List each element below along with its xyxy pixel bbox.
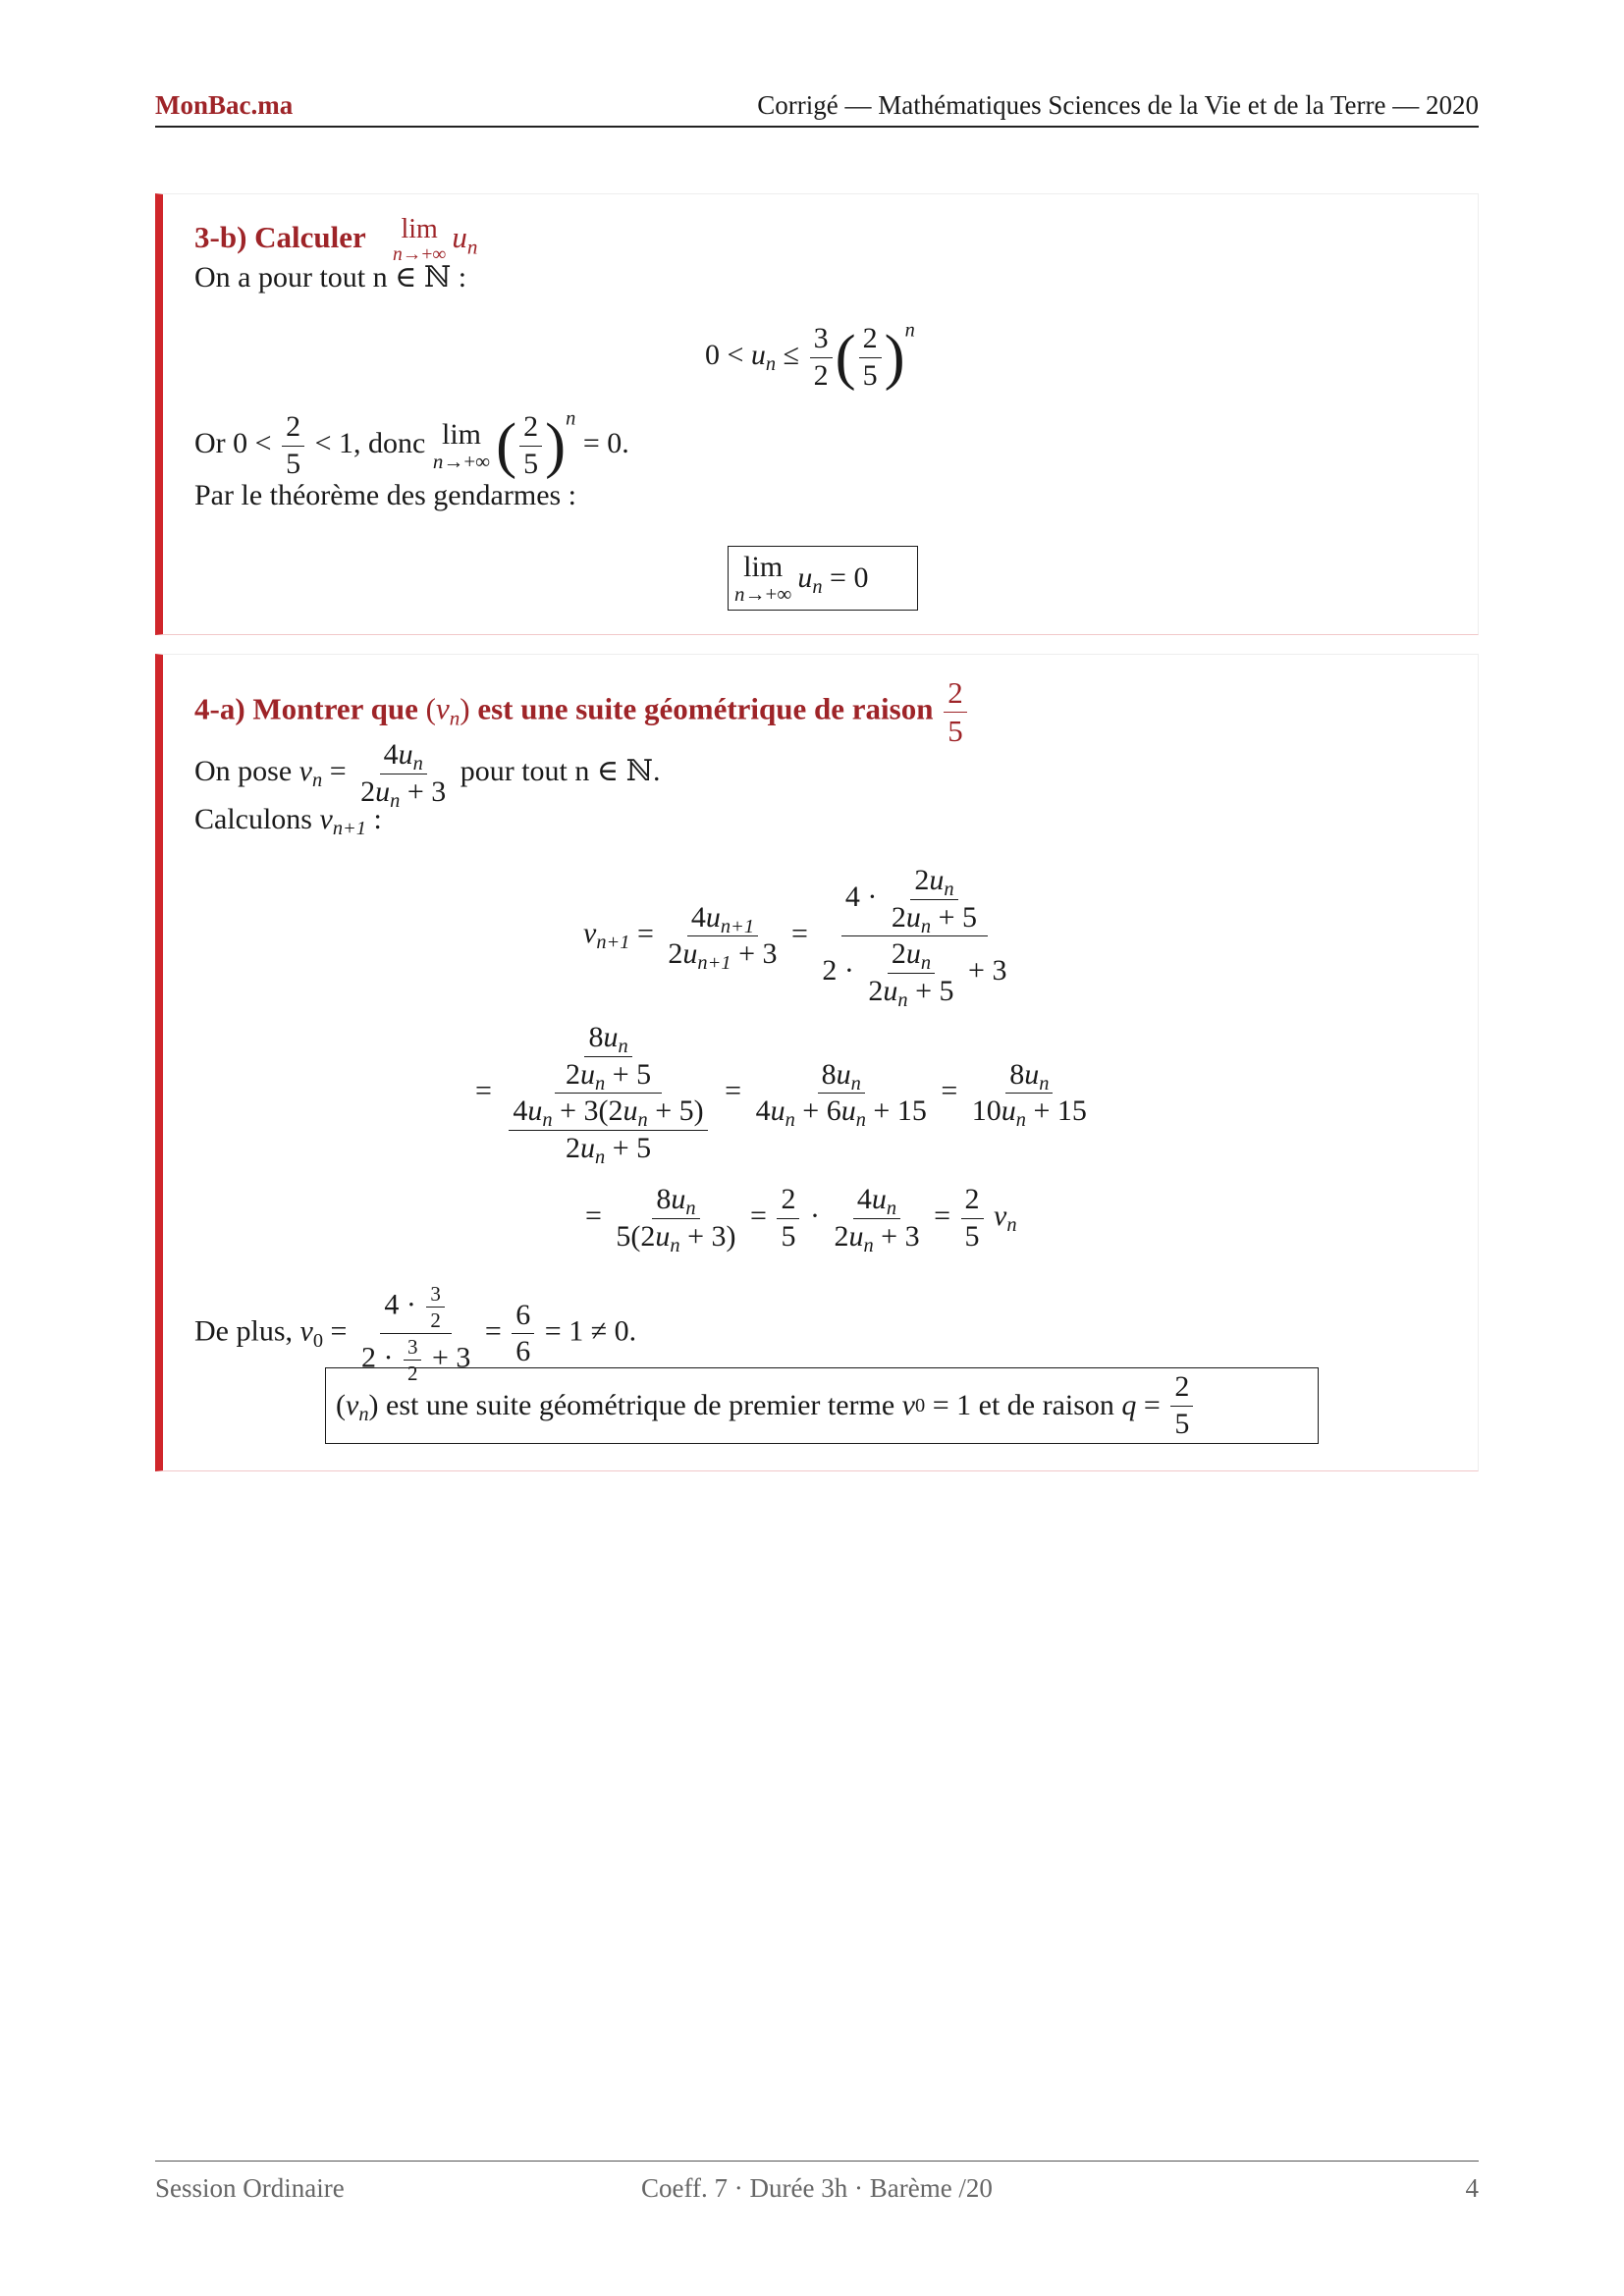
equation-line-3: = $\frac{8u_n}{5(2u_n + 3)}$ = $\frac{2}{5}$ · $\frac{4u_n}{2u_n + 3}$ = $\frac{2}{5}$ $v_n$ [585, 1183, 1017, 1256]
page-footer [155, 2161, 1479, 2211]
definition-vn: On pose $v_n$ = $\frac{4u_n}{2u_n + 3}$ pour tout n ∈ ℕ. [194, 738, 661, 812]
page-number: 4 [1465, 2173, 1479, 2203]
brand-logo: MonBac.ma [155, 90, 294, 120]
gendarmes-text: Par le théorème des gendarmes : [194, 479, 577, 511]
equation-line-2: = $\frac{\frac{8u_n}{2u_n + 5}}{\frac{4u_n + 3(2u_n + 5)}{2u_n + 5}}$ = $\frac{8u_n}{4u_n + 6u_n + 15}$ = $\frac{8u_n}{10u_n + 15}$ [475, 1021, 1087, 1168]
section-3b-intro: On a pour tout n ∈ ℕ : [194, 261, 467, 294]
document-title: Corrigé — Mathématiques Sciences de la Vie et de la Terre — 2020 [757, 90, 1479, 120]
inequality-bound: $0 < u_n$ ≤ $\frac{3}{2}$ ( $\frac{2}{5}$ )$^n$ [705, 319, 915, 392]
equation-line-1: $v_{n+1}$ = $\frac{4u_{n+1}}{2u_{n+1} + 3}$ = 4 · $\frac{2u_n}{2u_n + 5}$ 2 · $\frac{2u_n}{2u_n + 5}$ + 3 [583, 864, 1007, 1011]
section-3b-heading: 3-b) Calculer lim n→+∞ $u_n$ [194, 214, 478, 265]
section-4a-heading: 4-a) Montrer que $(v_n)$ est une suite géométrique de raison $\frac{2}{5}$ [194, 675, 970, 748]
page-header [155, 90, 1479, 128]
result-limit-box: lim n→+∞ $u_n$ = 0 [728, 546, 918, 611]
exam-info: Coeff. 7 · Durée 3h · Barème /20 [641, 2173, 993, 2203]
limit-geometric-line: Or 0 < $\frac{2}{5}$ < 1, donc lim n→+∞ ( $\frac{2}{5}$ )$^n$ = 0. [194, 407, 629, 480]
conclusion-box: ( $v_n$ ) est une suite géométrique de premier terme v 0 = 1 et de raison q = $\frac{2}{5}$ [325, 1367, 1319, 1444]
calculons-text: Calculons $v_{n+1}$ : [194, 803, 382, 840]
v0-computation: De plus, $v_0$ = 4 · $\frac{3}{2}$ 2 · $\frac{3}{2}$ + 3 = $\frac{6}{6}$ = 1 ≠ 0. [194, 1282, 637, 1386]
session-label: Session Ordinaire [155, 2173, 345, 2203]
